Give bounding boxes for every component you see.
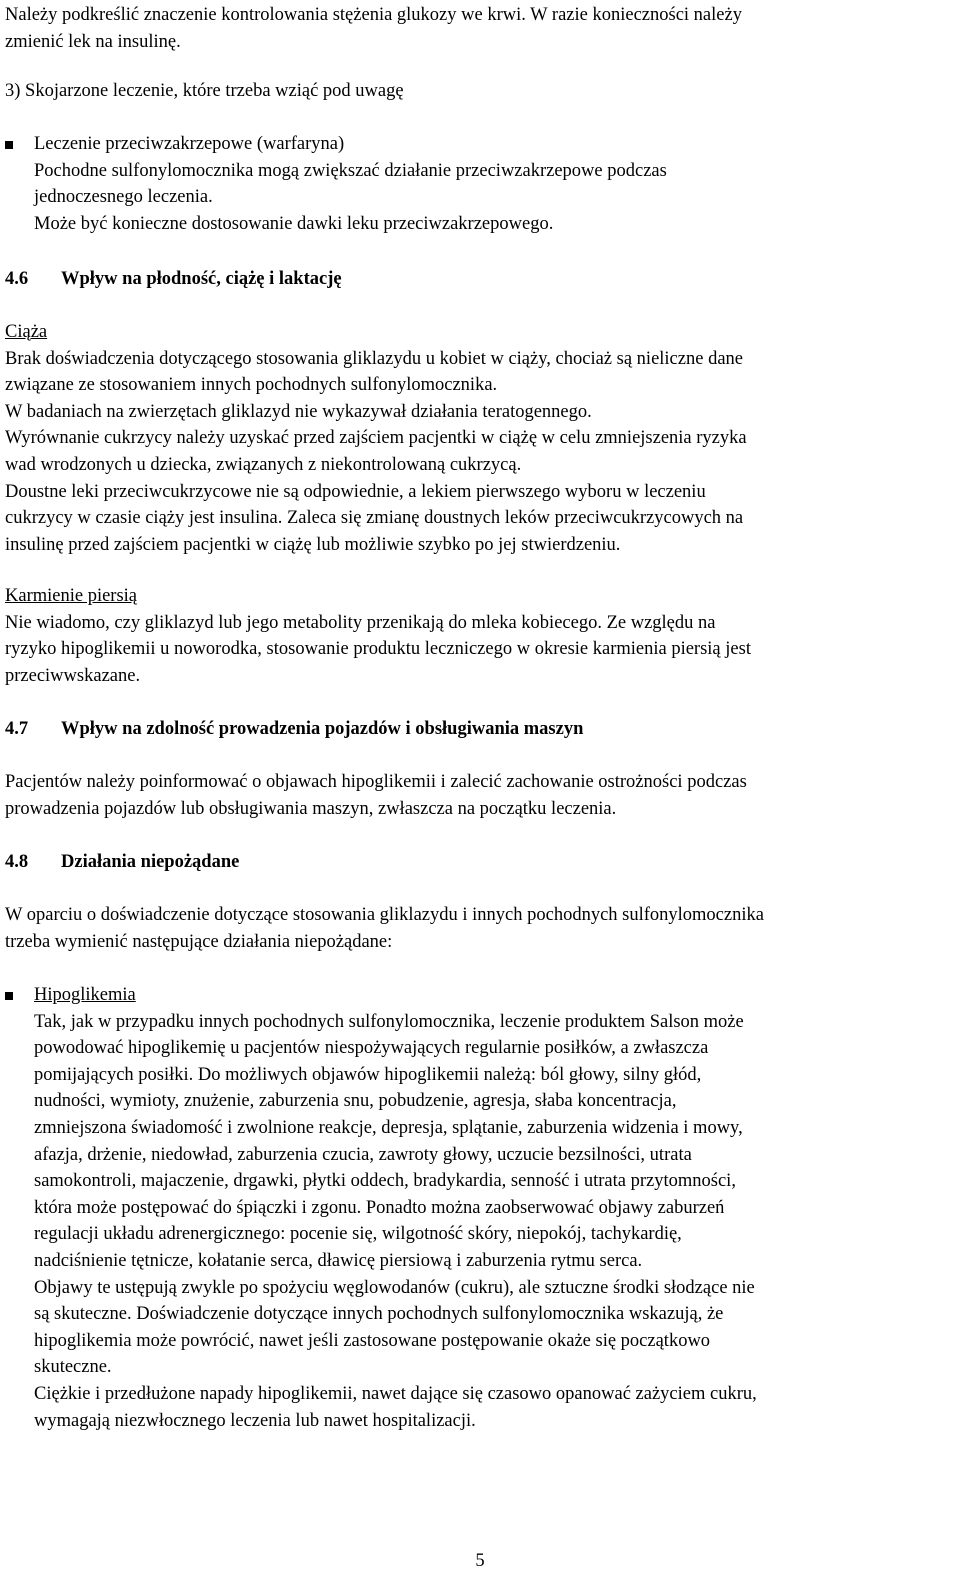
- bullet-icon: [5, 141, 13, 149]
- section-number: 4.7: [5, 719, 29, 739]
- page-number: 5: [475, 1551, 485, 1571]
- text-line: są skuteczne. Doświadczenie dotyczące innych pochodnych sulfonylomocznika wskazują, że: [34, 1304, 724, 1325]
- anticoagulant-paragraph: [34, 131, 954, 237]
- text-line: Nie wiadomo, czy gliklazyd lub jego metabolity przenikają do mleka kobiecego. Ze względu na: [5, 612, 716, 633]
- text-line: związane ze stosowaniem innych pochodnych sulfonylomocznika.: [5, 375, 498, 396]
- text-line: Pochodne sulfonylomocznika mogą zwiększać działanie przeciwzakrzepowe podczas: [34, 160, 667, 181]
- section-number: 4.8: [5, 852, 29, 872]
- text-line: pomijających posiłki. Do możliwych objawów hipoglikemii należą: ból głowy, silny głód,: [34, 1064, 702, 1085]
- text-line: Objawy te ustępują zwykle po spożyciu węglowodanów (cukru), ale sztuczne środki słodzące nie: [34, 1277, 755, 1298]
- text-line: Ciężkie i przedłużone napady hipoglikemii, nawet dające się czasowo opanować zażyciem cukru,: [34, 1383, 757, 1404]
- text-line: regulacji układu adrenergicznego: pocenie się, wilgotność skóry, niepokój, tachykardię,: [34, 1224, 682, 1245]
- text-line: wad wrodzonych u dziecka, związanych z niekontrolowaną cukrzycą.: [5, 454, 522, 475]
- text-line: prowadzenia pojazdów lub obsługiwania maszyn, zwłaszcza na początku leczenia.: [5, 798, 617, 819]
- section-title: Wpływ na płodność, ciążę i laktację: [61, 269, 342, 289]
- text-line: Pacjentów należy poinformować o objawach hipoglikemii i zalecić zachowanie ostrożności podczas: [5, 772, 747, 792]
- text-line: wymagają niezwłocznego leczenia lub nawet hospitalizacji.: [34, 1410, 476, 1431]
- section-number: 4.6: [5, 269, 29, 289]
- text-line: samokontroli, majaczenie, drgawki, płytki oddech, bradykardia, senność i utrata przytomności,: [34, 1171, 736, 1192]
- text-line: jednoczesnego leczenia.: [34, 187, 213, 208]
- text-line: W badaniach na zwierzętach gliklazyd nie wykazywał działania teratogennego.: [5, 401, 592, 422]
- bullet-icon: [5, 992, 13, 1000]
- pregnancy-paragraph: [5, 319, 955, 558]
- text-line: trzeba wymienić następujące działania niepożądane:: [5, 931, 393, 952]
- text-line: powodować hipoglikemię u pacjentów niespożywających regularnie posiłków, a zwłaszcza: [34, 1038, 709, 1059]
- text-line: która może postępować do śpiączki i zgonu. Ponadto można zaobserwować objawy zaburzeń: [34, 1197, 725, 1218]
- text-line: Wyrównanie cukrzycy należy uzyskać przed zajściem pacjentki w ciążę w celu zmniejszenia ryzyka: [5, 428, 747, 449]
- text-line: insulinę przed zajściem pacjentki w ciążę lub możliwie szybko po jej stwierdzeniu.: [5, 534, 621, 555]
- text-line: przeciwwskazane.: [5, 665, 141, 686]
- subsection-label: Ciąża: [5, 322, 48, 342]
- text-line: Doustne leki przeciwcukrzycowe nie są odpowiednie, a lekiem pierwszego wyboru w leczeniu: [5, 481, 706, 502]
- bullet-title: Leczenie przeciwzakrzepowe: [34, 134, 253, 154]
- adverse-effects-intro: [5, 902, 955, 955]
- text-line: nudności, wymioty, znużenie, zaburzenia snu, pobudzenie, agresja, słaba koncentracja,: [34, 1091, 677, 1112]
- text-line: Należy podkreślić znaczenie kontrolowania stężenia glukozy we krwi. W razie konieczności należy: [5, 5, 742, 25]
- text-line: ryzyko hipoglikemii u noworodka, stosowanie produktu leczniczego w okresie karmienia piersią jest: [5, 639, 751, 660]
- bullet-title-suffix: (warfaryna): [252, 134, 345, 154]
- text-line: Brak doświadczenia dotyczącego stosowania gliklazydu u kobiet w ciąży, chociaż są nieliczne dane: [5, 348, 743, 369]
- text-line: Tak, jak w przypadku innych pochodnych sulfonylomocznika, leczenie produktem Salson może: [34, 1011, 744, 1032]
- text-line: Może być konieczne dostosowanie dawki leku przeciwzakrzepowego.: [34, 213, 554, 234]
- text-line: skuteczne.: [34, 1357, 112, 1378]
- bullet-title: Hipoglikemia: [34, 985, 136, 1005]
- text-line: afazja, drżenie, niedowład, zaburzenia czucia, zawroty głowy, uczucie bezsilności, utrata: [34, 1144, 692, 1165]
- text-line: zmienić lek na insulinę.: [5, 31, 181, 52]
- text-line: hipoglikemia może powrócić, nawet jeśli zastosowane postępowanie okaże się początkowo: [34, 1330, 711, 1351]
- section-title: Działania niepożądane: [61, 852, 240, 872]
- hypoglycemia-paragraph: [34, 982, 954, 1434]
- section-title: Wpływ na zdolność prowadzenia pojazdów i obsługiwania maszyn: [61, 719, 584, 739]
- text-line: cukrzycy w czasie ciąży jest insulina. Zaleca się zmianę doustnych leków przeciwcukrzycowych na: [5, 508, 744, 529]
- text-line: nadciśnienie tętnicze, kołatanie serca, dławicę piersiową i zaburzenia rytmu serca.: [34, 1250, 643, 1271]
- driving-paragraph: [5, 769, 955, 822]
- subsection-label: Karmienie piersią: [5, 586, 138, 606]
- section-3-heading: 3) Skojarzone leczenie, które trzeba wziąć pod uwagę: [5, 81, 404, 101]
- section-4-7-heading: [5, 716, 955, 743]
- text-line: zmniejszona świadomość i zwolnione reakcje, depresja, splątanie, zaburzenia widzenia i mowy,: [34, 1117, 743, 1138]
- section-4-6-heading: [5, 266, 955, 293]
- intro-paragraph: [5, 2, 955, 55]
- section-4-8-heading: [5, 849, 955, 876]
- breastfeeding-paragraph: [5, 583, 955, 689]
- text-line: W oparciu o doświadczenie dotyczące stosowania gliklazydu i innych pochodnych sulfonylomocznika: [5, 905, 764, 925]
